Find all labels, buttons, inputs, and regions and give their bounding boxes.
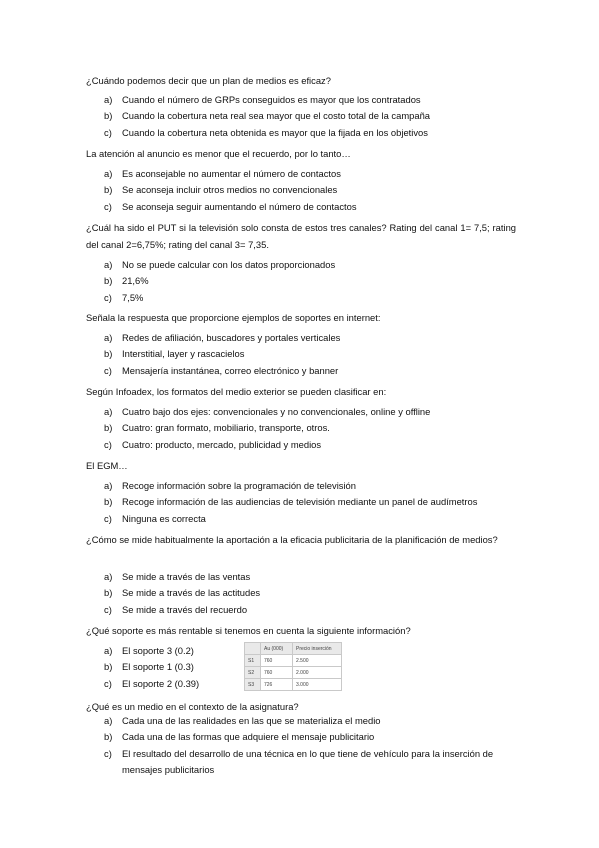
question-1-options bbox=[104, 92, 524, 141]
question-4-options bbox=[104, 330, 524, 379]
option-8a: a) El soporte 3 (0.2) bbox=[104, 645, 194, 656]
option-4a: a) Redes de afiliación, buscadores y portales verticales bbox=[104, 332, 341, 343]
option-4c: c) Mensajería instantánea, correo electrónico y banner bbox=[104, 364, 339, 376]
question-4: Señala la respuesta que proporcione ejemplos de soportes en internet: bbox=[86, 312, 381, 323]
option-9a: a) Cada una de las realidades en las que se materializa el medio bbox=[104, 715, 381, 726]
option-9c: c) El resultado del desarrollo de una técnica en lo que tiene de vehículo para la inserción de mensajes publicitarios bbox=[104, 747, 494, 775]
option-1c: c) Cuando la cobertura neta obtenida es mayor que la fijada en los objetivos bbox=[104, 126, 428, 138]
question-7: ¿Cómo se mide habitualmente la aportación a la eficacia publicitaria de la planificación de medios? bbox=[86, 534, 498, 545]
question-7-options bbox=[104, 569, 524, 618]
question-8: ¿Qué soporte es más rentable si tenemos en cuenta la siguiente información? bbox=[86, 625, 411, 636]
option-4b: b) Interstitial, layer y rascacielos bbox=[104, 348, 245, 360]
option-5a: a) Cuatro bajo dos ejes: convencionales y no convencionales, online y offline bbox=[104, 406, 431, 417]
question-6-options bbox=[104, 478, 524, 527]
question-1: ¿Cuándo podemos decir que un plan de medios es eficaz? bbox=[86, 75, 331, 86]
option-5b: b) Cuatro: gran formato, mobiliario, transporte, otros. bbox=[104, 422, 330, 434]
option-2b: b) Se aconseja incluir otros medios no convencionales bbox=[104, 184, 338, 196]
table-row: S1 760 2.500 bbox=[245, 655, 342, 667]
question-8-options bbox=[104, 643, 234, 692]
option-3c: c) 7,5% bbox=[104, 291, 144, 303]
table-header-row: Au (000) Precio inserción bbox=[245, 643, 342, 655]
option-2a: a) Es aconsejable no aumentar el número de contactos bbox=[104, 168, 341, 179]
question-2: La atención al anuncio es menor que el recuerdo, por lo tanto… bbox=[86, 148, 351, 159]
option-3a: a) No se puede calcular con los datos proporcionados bbox=[104, 259, 336, 270]
question-6: El EGM… bbox=[86, 460, 128, 471]
question-2-options bbox=[104, 166, 524, 215]
question-3: ¿Cuál ha sido el PUT si la televisión solo consta de estos tres canales? Rating del canal 1= 7,5; rating del canal 2=6,75%; rating del canal 3= 7,35. bbox=[86, 222, 516, 250]
option-6b: b) Recoge información de las audiencias de televisión mediante un panel de audímetros bbox=[104, 496, 478, 508]
table-row: S3 726 3.000 bbox=[245, 679, 342, 691]
question-3-options bbox=[104, 257, 524, 306]
question-9: ¿Qué es un medio en el contexto de la asignatura? bbox=[86, 701, 299, 712]
option-6a: a) Recoge información sobre la programación de televisión bbox=[104, 480, 356, 491]
option-3b: b) 21,6% bbox=[104, 275, 149, 287]
option-6c: c) Ninguna es correcta bbox=[104, 512, 206, 524]
option-7b: b) Se mide a través de las actitudes bbox=[104, 587, 261, 599]
question-9-options bbox=[104, 713, 524, 778]
option-1b: b) Cuando la cobertura neta real sea mayor que el costo total de la campaña bbox=[104, 110, 431, 122]
option-7c: c) Se mide a través del recuerdo bbox=[104, 603, 248, 615]
option-1a: a) Cuando el número de GRPs conseguidos es mayor que los contratados bbox=[104, 94, 421, 105]
question-5: Según Infoadex, los formatos del medio exterior se pueden clasificar en: bbox=[86, 386, 387, 397]
option-7a: a) Se mide a través de las ventas bbox=[104, 571, 251, 582]
option-5c: c) Cuatro: producto, mercado, publicidad y medios bbox=[104, 438, 322, 450]
option-2c: c) Se aconseja seguir aumentando el número de contactos bbox=[104, 200, 357, 212]
option-8b: b) El soporte 1 (0.3) bbox=[104, 661, 194, 673]
option-9b: b) Cada una de las formas que adquiere el mensaje publicitario bbox=[104, 731, 375, 743]
table-row: S2 760 2.000 bbox=[245, 667, 342, 679]
question-5-options bbox=[104, 404, 524, 453]
support-data-table bbox=[244, 642, 342, 691]
option-8c: c) El soporte 2 (0.39) bbox=[104, 677, 200, 689]
